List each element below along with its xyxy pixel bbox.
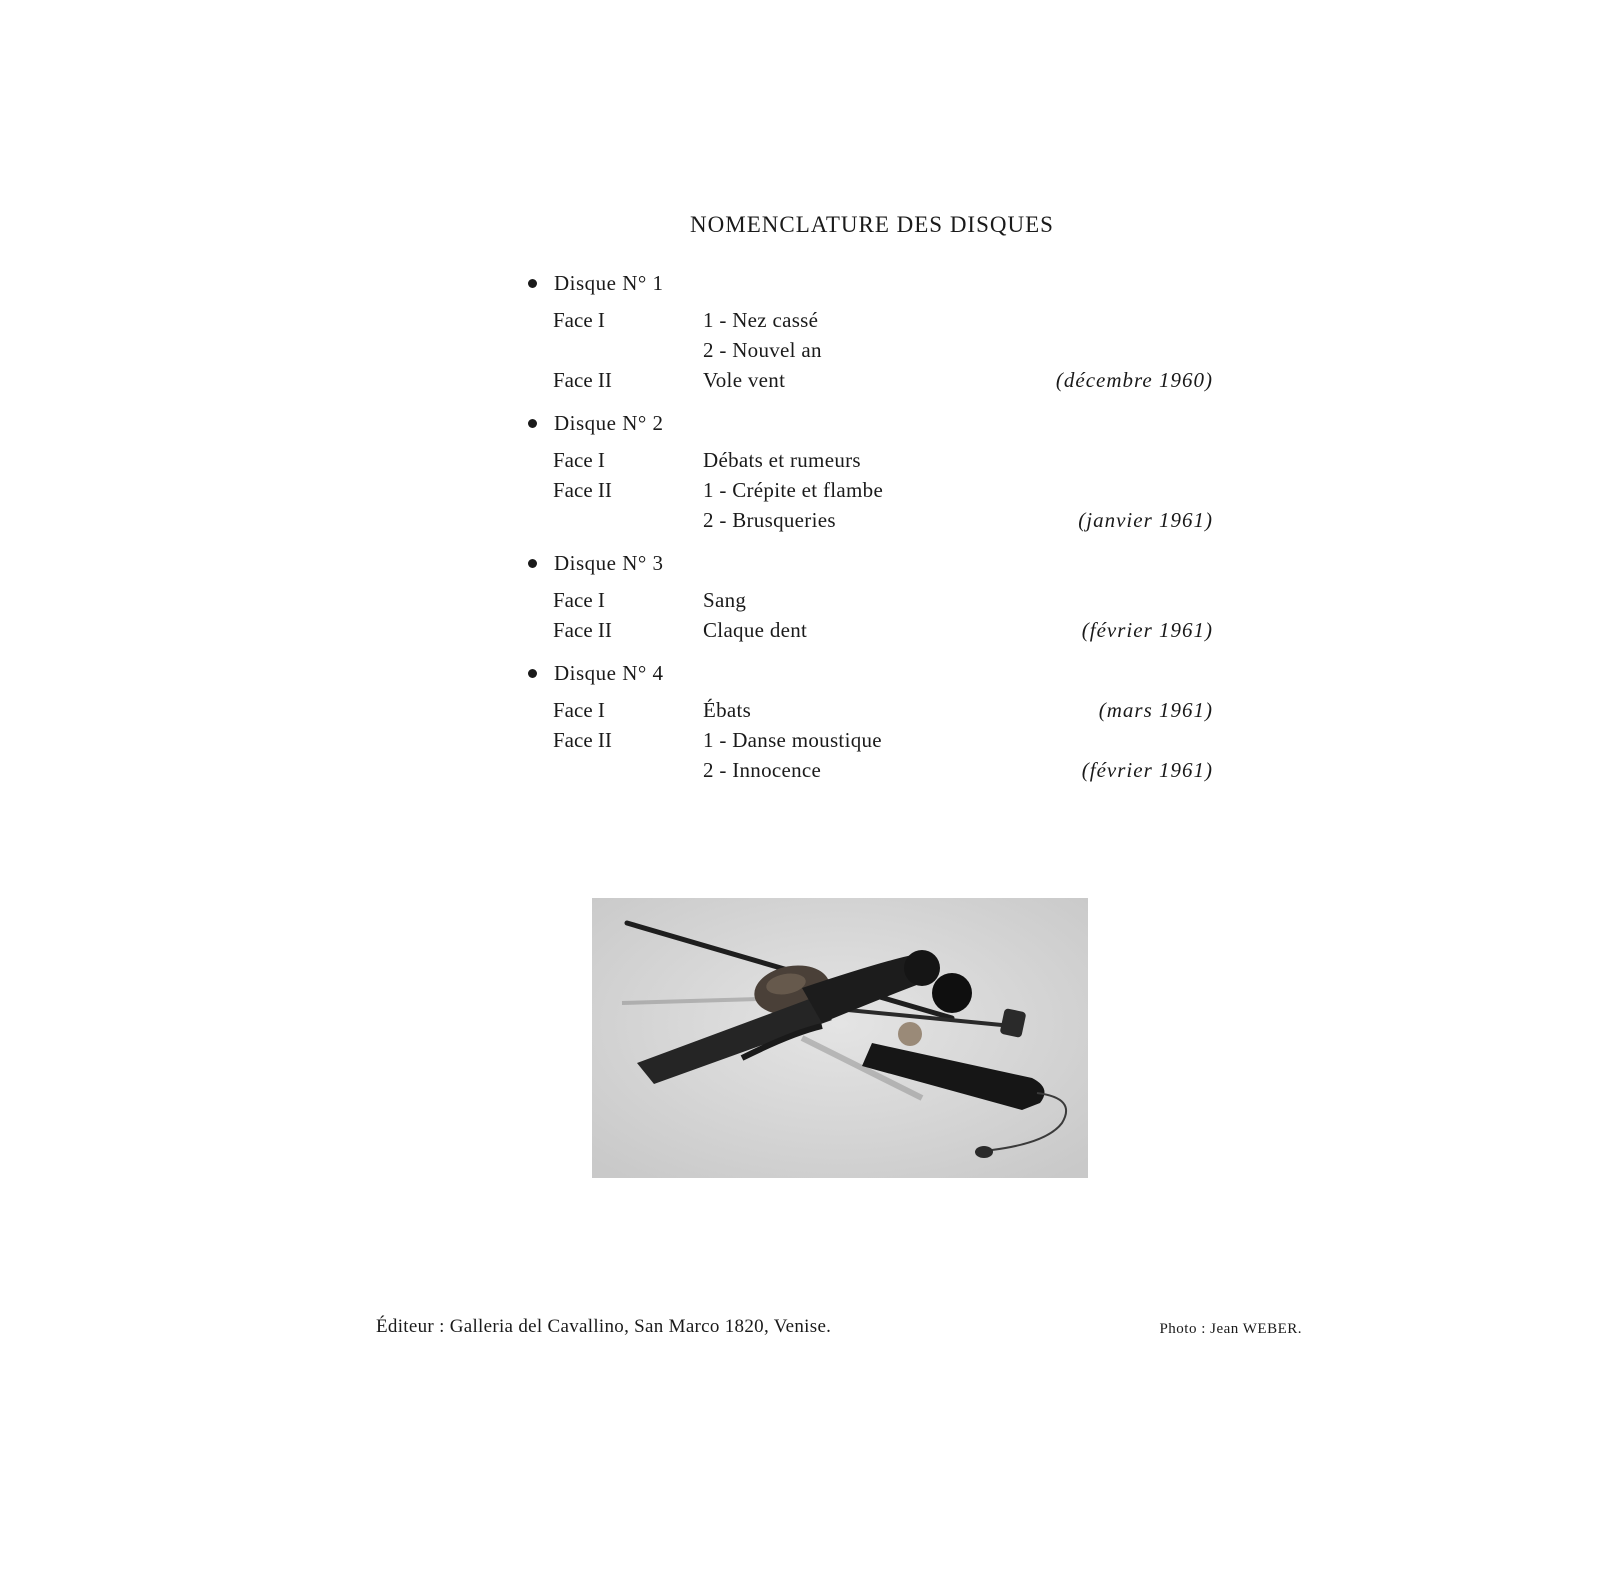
ball: [932, 973, 972, 1013]
track-title: Débats et rumeurs: [703, 448, 861, 472]
recording-date: (mars 1961): [1098, 698, 1213, 722]
track-title: 1 - Nez cassé: [703, 308, 819, 332]
track-row: [553, 588, 1213, 616]
track-row: [553, 338, 1213, 366]
face-label: Face I: [553, 588, 605, 612]
track-title: 2 - Brusqueries: [703, 508, 836, 532]
page-title: NOMENCLATURE DES DISQUES: [690, 212, 1054, 237]
track-row: [553, 698, 1213, 726]
disc-heading-2: [528, 411, 664, 436]
track-title: Claque dent: [703, 618, 808, 642]
track-row: [553, 758, 1213, 786]
instruments-illustration: [592, 898, 1088, 1178]
track-title: 2 - Innocence: [703, 758, 822, 782]
recording-date: (janvier 1961): [1078, 508, 1213, 532]
face-label: Face II: [553, 368, 612, 392]
track-row: [553, 478, 1213, 506]
bullet-icon: [528, 669, 537, 678]
cord-knot: [975, 1146, 993, 1158]
disc-label: Disque N° 2: [554, 411, 664, 435]
track-row: [553, 308, 1213, 336]
track-title: 1 - Crépite et flambe: [703, 478, 884, 502]
track-title: 1 - Danse moustique: [703, 728, 882, 752]
photo-background: [592, 898, 1088, 1178]
bullet-icon: [528, 559, 537, 568]
publisher-info: Éditeur : Galleria del Cavallino, San Marco 1820, Venise.: [376, 1316, 832, 1337]
disc-heading-1: [528, 271, 664, 296]
disc-label: Disque N° 3: [554, 551, 664, 575]
face-label: Face I: [553, 698, 605, 722]
disc-heading-3: [528, 551, 664, 576]
recording-date: (décembre 1960): [1055, 368, 1213, 392]
face-label: Face I: [553, 308, 605, 332]
track-row: [553, 368, 1213, 396]
instruments-photo: [592, 898, 1088, 1178]
track-title: 2 - Nouvel an: [703, 338, 822, 362]
bullet-icon: [528, 419, 537, 428]
face-label: Face I: [553, 448, 605, 472]
face-label: Face II: [553, 728, 612, 752]
track-title: Vole vent: [703, 368, 786, 392]
track-title: Sang: [703, 588, 747, 612]
disc-label: Disque N° 4: [554, 661, 664, 685]
track-row: [553, 448, 1213, 476]
bead: [898, 1022, 922, 1046]
shaker-bulb: [904, 950, 940, 986]
track-row: [553, 618, 1213, 646]
face-label: Face II: [553, 618, 612, 642]
recording-date: (février 1961): [1081, 758, 1213, 782]
disc-label: Disque N° 1: [554, 271, 664, 295]
track-title: Ébats: [703, 698, 752, 722]
recording-date: (février 1961): [1081, 618, 1213, 642]
disc-heading-4: [528, 661, 664, 686]
track-row: [553, 508, 1213, 536]
track-row: [553, 728, 1213, 756]
photo-credit: Photo : Jean WEBER.: [1159, 1321, 1302, 1337]
face-label: Face II: [553, 478, 612, 502]
bullet-icon: [528, 279, 537, 288]
